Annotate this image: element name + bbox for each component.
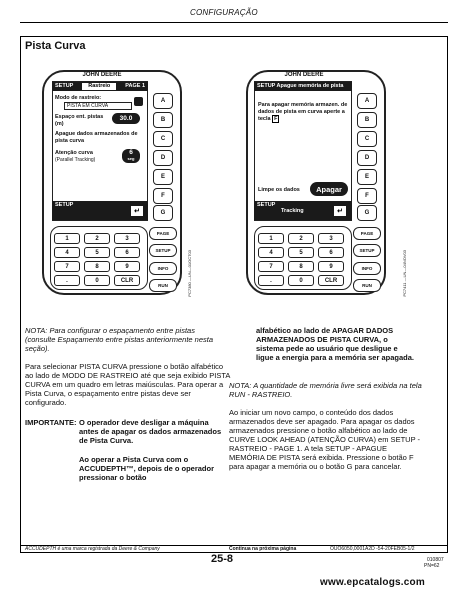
section-title: Pista Curva: [25, 40, 86, 52]
spacing-label: Espaço ent. pistas (m): [55, 114, 104, 127]
run-key[interactable]: RUN: [149, 279, 177, 292]
key-3[interactable]: 3: [114, 233, 140, 244]
attention-value-unit: seg: [127, 156, 135, 161]
screen-top-bar: SETUP Apague memória de pista: [254, 82, 352, 91]
toggle-icon: [134, 97, 143, 106]
important-text-2: Ao operar a Pista Curva com o ACCUDEPTH™, depois de o operador pressionar o botão: [79, 455, 215, 482]
bottom-bar-tracking: Tracking: [281, 208, 304, 214]
attention-value-number: 6: [129, 149, 133, 156]
important-label: IMPORTANTE:: [25, 418, 77, 427]
note-spacing: [25, 326, 225, 353]
key-8[interactable]: 8: [288, 261, 314, 272]
side-key-a[interactable]: A: [357, 93, 377, 109]
key-7[interactable]: 7: [258, 261, 284, 272]
key-4[interactable]: 4: [258, 247, 284, 258]
key-2[interactable]: 2: [288, 233, 314, 244]
enter-icon: ↵: [131, 206, 143, 216]
side-key-c[interactable]: C: [153, 131, 173, 147]
key-clr[interactable]: CLR: [318, 275, 344, 286]
figure-code-right: PC7411 —UN—04NOV03: [402, 250, 407, 297]
key-1[interactable]: 1: [54, 233, 80, 244]
setup-key[interactable]: SETUP: [149, 244, 177, 257]
pn-number: PN=62: [424, 563, 440, 569]
side-key-f[interactable]: F: [153, 188, 173, 204]
key-clr[interactable]: CLR: [114, 275, 140, 286]
top-bar-page: PAGE 1: [125, 83, 145, 89]
page-key[interactable]: PAGE: [149, 227, 177, 240]
key-0[interactable]: 0: [84, 275, 110, 286]
bottom-bar-setup: SETUP: [55, 202, 74, 208]
clear-data-label: Apague dados armazenados de pista curva: [55, 131, 138, 144]
key-dot[interactable]: .: [258, 275, 284, 286]
setup-key[interactable]: SETUP: [353, 244, 381, 257]
clear-data-label: Limpe os dados: [258, 187, 300, 193]
top-bar-title: Rastreio: [82, 83, 116, 90]
key-6[interactable]: 6: [318, 247, 344, 258]
key-9[interactable]: 9: [114, 261, 140, 272]
side-key-a[interactable]: A: [153, 93, 173, 109]
side-key-d[interactable]: D: [153, 150, 173, 166]
note-memory: [229, 381, 434, 399]
brand-label: JOHN DEERE: [284, 72, 324, 78]
clear-message-key: F: [274, 116, 278, 122]
top-bar-setup: SETUP: [55, 83, 74, 89]
key-1[interactable]: 1: [258, 233, 284, 244]
info-key[interactable]: INFO: [353, 262, 381, 275]
note-label: NOTA:: [25, 326, 48, 335]
trademark-note: ACCUDEPTH é uma marca registrada da Deere & Company: [25, 546, 160, 552]
key-5[interactable]: 5: [84, 247, 110, 258]
attention-sublabel: (Parallel Tracking): [55, 157, 96, 163]
key-0[interactable]: 0: [288, 275, 314, 286]
continued-note: Continua na próxima página: [229, 546, 297, 552]
important-text: O operador deve desligar a máquina antes de apagar os dados armazenados de Pista Curva.: [79, 418, 222, 445]
key-8[interactable]: 8: [84, 261, 110, 272]
side-key-c[interactable]: C: [357, 131, 377, 147]
screen-top-bar: [52, 82, 148, 91]
header-title: CONFIGURAÇÃO: [190, 8, 258, 17]
clear-button[interactable]: Apagar: [310, 182, 348, 196]
watermark: www.epcatalogs.com: [320, 577, 425, 588]
attention-value: [122, 149, 140, 163]
key-7[interactable]: 7: [54, 261, 80, 272]
paragraph-select-track: Para selecionar PISTA CURVA pressione o botão alfabético ao lado de MODO DE RASTREIO até que seja exibido PISTA CURVA em um quadro em letras maiúsculas. Para operar a Pista Curva, o espaçamento entre pistas deve ser configurado.: [25, 362, 230, 407]
note-label: NOTA:: [229, 381, 252, 390]
side-key-b[interactable]: B: [153, 112, 173, 128]
paragraph-clear-memory: Ao iniciar um novo campo, o conteúdo dos dados armazenados deve ser apagado. Para apagar os dados armazenados pressione o botão alfabético ao lado de CURVE LOOK AHEAD (ATENÇÃO CURVA) em SETUP - RASTREIO - PAGE 1. A tela SETUP - APAGUE MEMÓRIA DE PISTA será exibida. Pressione o botão F para apagar a memória ou o botão G para cancelar.: [229, 408, 421, 471]
side-key-b[interactable]: B: [357, 112, 377, 128]
figure-code-left: PC7380 —UN—01OCT03: [187, 250, 192, 297]
side-key-g[interactable]: G: [357, 205, 377, 221]
enter-icon: ↵: [334, 206, 346, 216]
side-key-d[interactable]: D: [357, 150, 377, 166]
key-9[interactable]: 9: [318, 261, 344, 272]
clear-message: [258, 102, 348, 123]
side-key-e[interactable]: E: [153, 169, 173, 185]
page-number: 25-8: [211, 553, 234, 565]
attention-label: Atenção curva: [55, 150, 93, 156]
key-6[interactable]: 6: [114, 247, 140, 258]
side-key-e[interactable]: E: [357, 169, 377, 185]
side-key-g[interactable]: G: [153, 205, 173, 221]
print-date: 010807: [427, 557, 444, 563]
mode-label: Modo de rastreio:: [55, 95, 102, 101]
spacing-value: 30.0: [112, 113, 140, 124]
header-divider: [20, 22, 448, 23]
document-code: OUO6050,0001A2D -54-20FEB05-1/2: [330, 546, 415, 552]
page-key[interactable]: PAGE: [353, 227, 381, 240]
mode-value-field: PISTA EM CURVA: [64, 102, 132, 110]
bottom-bar-setup: SETUP: [257, 202, 276, 208]
key-5[interactable]: 5: [288, 247, 314, 258]
side-key-f[interactable]: F: [357, 188, 377, 204]
note-text: A quantidade de memória livre será exibida na tela RUN - RASTREIO.: [229, 381, 422, 399]
info-key[interactable]: INFO: [149, 262, 177, 275]
note-text: Para configurar o espaçamento entre pistas (consulte Espaçamento entre pistas anteriormente nesta seção).: [25, 326, 214, 353]
right-column-continued: alfabético ao lado de APAGAR DADOS ARMAZENADOS DE PISTA CURVA, o sistema pede ao usuário que desligue e ligue a energia para a memória ser apagada.: [256, 326, 414, 362]
key-4[interactable]: 4: [54, 247, 80, 258]
brand-label: JOHN DEERE: [82, 72, 122, 78]
key-3[interactable]: 3: [318, 233, 344, 244]
key-2[interactable]: 2: [84, 233, 110, 244]
key-dot[interactable]: .: [54, 275, 80, 286]
run-key[interactable]: RUN: [353, 279, 381, 292]
clear-message-text: Para apagar memória armazen. de dados de pista em curva aperte a tecla: [258, 102, 348, 122]
